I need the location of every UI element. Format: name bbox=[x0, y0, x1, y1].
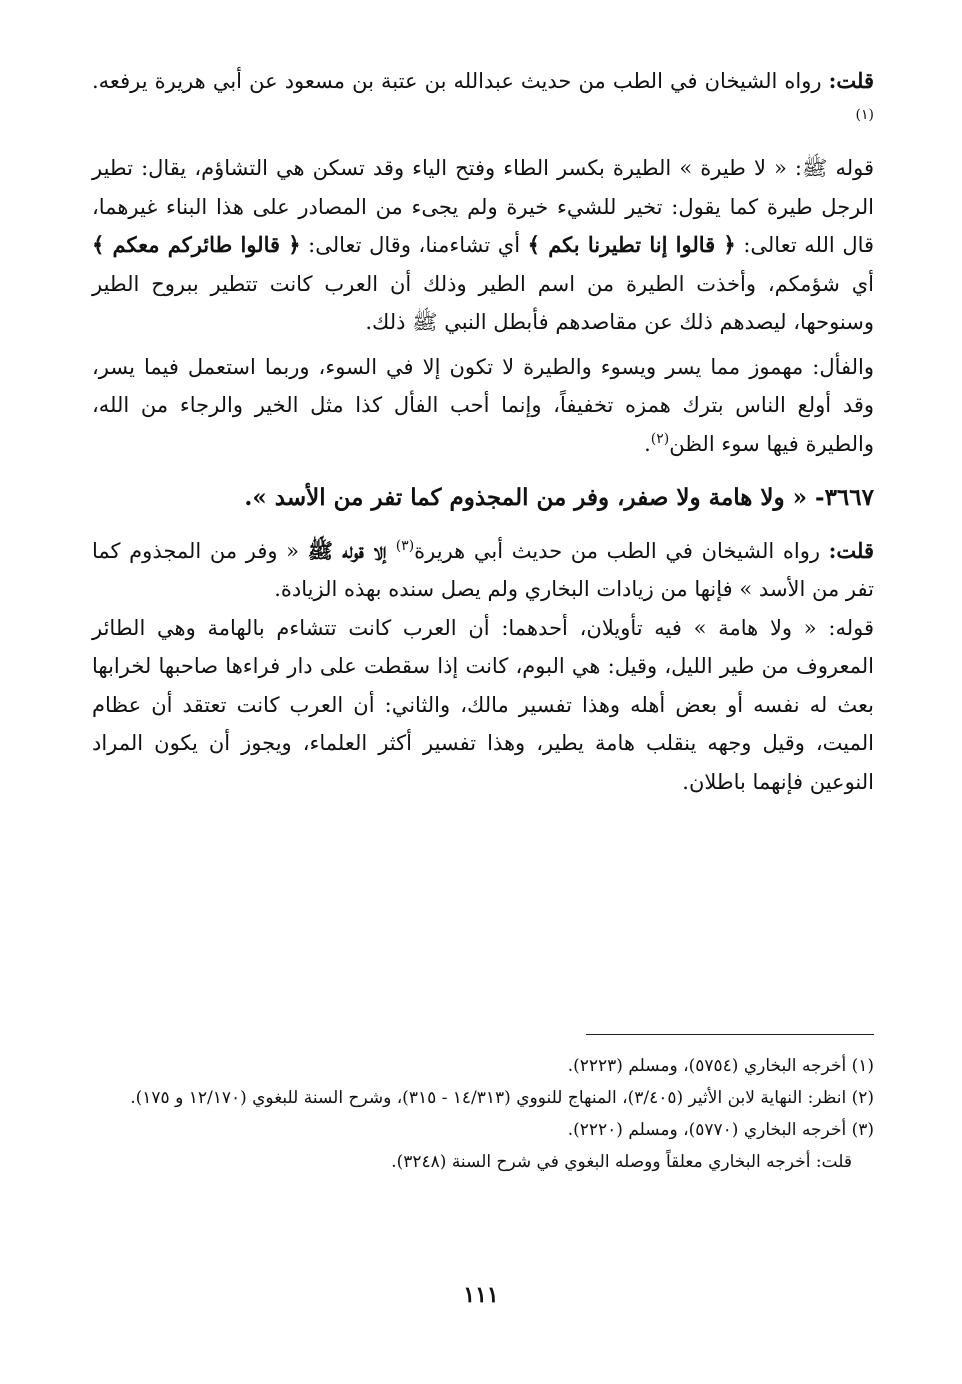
footnote-divider bbox=[586, 1034, 874, 1035]
footnotes bbox=[92, 1052, 874, 1180]
footnote-2: (٢) انظر: النهاية لابن الأثير (٣/٤٠٥)، المنهاج للنووي (١٤/٣١٣ - ٣١٥)، وشرح السنة للبغوي (١٢/١٧٠ و ١٧٥). bbox=[130, 1088, 874, 1108]
footnote-ref-1[interactable]: (١) bbox=[855, 106, 874, 123]
paragraph-3: والفأل: مهموز مما يسر ويسوء والطيرة لا تكون إلا في السوء، وربما استعمل فيما يسر، وقد أولع الناس بترك همزه تخفيفاً، وإنما أحب الفأل كذا مثل الخير والرجاء من الله، والطيرة فيها سوء الظن$^{(٢)}$. bbox=[92, 354, 874, 456]
paragraph-1: قلت: رواه الشيخان في الطب من حديث عبدالله بن عتبة بن مسعود عن أبي هريرة يرفعه.$^{(١)}$ bbox=[92, 68, 874, 123]
footnote-3: (٣) أخرجه البخاري (٥٧٧٠)، ومسلم (٢٢٢٠). bbox=[567, 1120, 874, 1140]
hadith-heading: ٣٦٦٧- « ولا هامة ولا صفر، وفر من المجذوم كما تفر من الأسد ». bbox=[244, 484, 874, 511]
paragraph-5: قوله: « ولا هامة » فيه تأويلان، أحدهما: أن العرب كانت تتشاءم بالهامة وهي الطائر المعروف من طير الليل، وقيل: هي البوم، كانت إذا سقطت على دار فراءها صاحبها لخرابها بعث له نفسه أو بعض أهله وهذا تفسير مالك، والثاني: أن العرب كانت تعتقد أن عظام الميت، وقيل وجهه ينقلب هامة يطير، وهذا تفسير أكثر العلماء، ويجوز أن يكون المراد النوعين فإنهما باطلان. bbox=[92, 615, 874, 794]
quran-quote-1: ﴿ قالوا إنا تطيرنا بكم ﴾ bbox=[527, 232, 736, 257]
qult-label: قلت: bbox=[828, 68, 874, 93]
footnote-ref-3[interactable]: (٣) bbox=[395, 537, 415, 554]
paragraph-4: قلت: رواه الشيخان في الطب من حديث أبي هريرة$^{(٣)}$ إلا قوله ﷺ « وفر من المجذوم كما تفر من الأسد » فإنها من زيادات البخاري ولم يصل سنده بهذه الزيادة. bbox=[92, 537, 875, 601]
footnote-ref-2[interactable]: (٢) bbox=[650, 430, 670, 447]
quran-quote-2: ﴿ قالوا طائركم معكم ﴾ bbox=[92, 232, 301, 257]
footnote-3-note: قلت: أخرجه البخاري معلقاً ووصله البغوي في شرح السنة (٣٢٤٨). bbox=[391, 1152, 852, 1172]
main-text bbox=[92, 62, 874, 801]
page-number: ١١١ bbox=[463, 1282, 499, 1308]
qult-label: قلت: bbox=[828, 537, 875, 563]
footnote-1: (١) أخرجه البخاري (٥٧٥٤)، ومسلم (٢٢٢٣). bbox=[567, 1056, 874, 1076]
paragraph-2: قوله ﷺ: « لا طيرة » الطيرة بكسر الطاء وفتح الياء وقد تسكن هي التشاؤم، يقال: تطير الرجل طيرة كما يقول: تخير للشيء خيرة ولم يجىء من المصادر على هذا البناء غيرهما، قال الله تعالى: ﴿ قالوا إنا تطيرنا بكم ﴾ أي تشاءمنا، وقال تعالى: ﴿ قالوا طائركم معكم ﴾ أي شؤمكم، وأخذت الطيرة من اسم الطير وذلك أن العرب كانت تتطير ببروح الطير وسنوحها، ليصدهم ذلك عن مقاصدهم فأبطل النبي ﷺ ذلك. bbox=[92, 156, 875, 334]
